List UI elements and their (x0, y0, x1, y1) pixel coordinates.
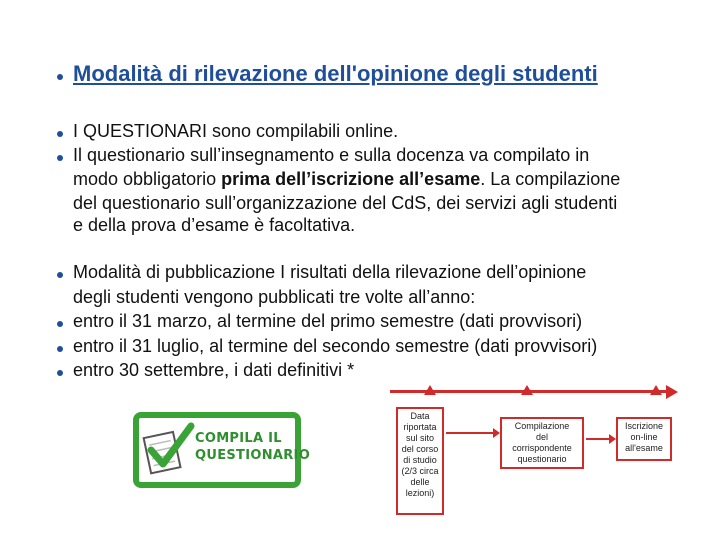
text-line: entro il 31 marzo, al termine del primo semestre (dati provvisori) (73, 311, 583, 331)
box-line: on-line (630, 432, 658, 442)
box-line: Compilazione (514, 421, 570, 431)
step-compilazione (500, 417, 584, 469)
text-line: entro 30 settembre, i dati definitivi * (73, 360, 355, 380)
box-line: riportata (403, 422, 437, 432)
box-line: questionario (517, 454, 567, 464)
bold-text: prima dell’iscrizione all’esame (221, 169, 481, 189)
text-line: entro il 31 luglio, al termine del secondo semestre (dati provvisori) (73, 336, 598, 356)
green-checkmark-icon (141, 420, 197, 480)
bullet (57, 131, 63, 137)
timeline-marker (650, 385, 662, 395)
bullet (57, 346, 63, 352)
bullet (57, 155, 63, 161)
step-data-lezioni (396, 407, 444, 515)
text-line: del questionario sull’organizzazione del CdS, dei servizi agli studenti (73, 193, 618, 213)
text-line: Modalità di pubblicazione I risultati della rilevazione dell’opinione (73, 262, 587, 282)
badge-text (195, 430, 310, 464)
text-line: e della prova d’esame è facoltativa. (73, 215, 356, 235)
box-line: sul sito (405, 433, 434, 443)
title-bullet (57, 74, 63, 80)
text-line: Il questionario sull’insegnamento e sulla docenza va compilato in (73, 145, 590, 165)
step-iscrizione (616, 417, 672, 461)
timeline-diagram (390, 385, 690, 520)
flow-arrow (586, 438, 612, 440)
bullet (57, 272, 63, 278)
bullet (57, 370, 63, 376)
box-line: (2/3 circa (401, 466, 439, 476)
page-title[interactable]: Modalità di rilevazione dell'opinione degli studenti (73, 61, 598, 86)
timeline-marker (424, 385, 436, 395)
bullet (57, 321, 63, 327)
box-line: del (535, 432, 548, 442)
box-line: Iscrizione (624, 421, 663, 431)
text-line (73, 169, 620, 190)
box-line: all'esame (625, 443, 663, 453)
box-line: di studio (403, 455, 437, 465)
compila-questionario-badge[interactable] (133, 412, 311, 488)
text-span: . La compilazione (480, 169, 621, 189)
box-line: lezioni) (405, 488, 435, 498)
box-line: del corso (401, 444, 439, 454)
timeline-arrowhead (666, 385, 678, 399)
badge-line1: COMPILA IL (195, 431, 282, 446)
flow-arrow (446, 432, 496, 434)
text-line: I QUESTIONARI sono compilabili online. (73, 121, 399, 141)
text-span: modo obbligatorio (73, 169, 222, 189)
badge-line2: QUESTIONARIO (195, 448, 311, 463)
box-line: Data (410, 411, 430, 421)
box-line: corrispondente (512, 443, 572, 453)
timeline-marker (521, 385, 533, 395)
text-line: degli studenti vengono pubblicati tre volte all’anno: (73, 287, 476, 307)
box-line: delle (410, 477, 430, 487)
